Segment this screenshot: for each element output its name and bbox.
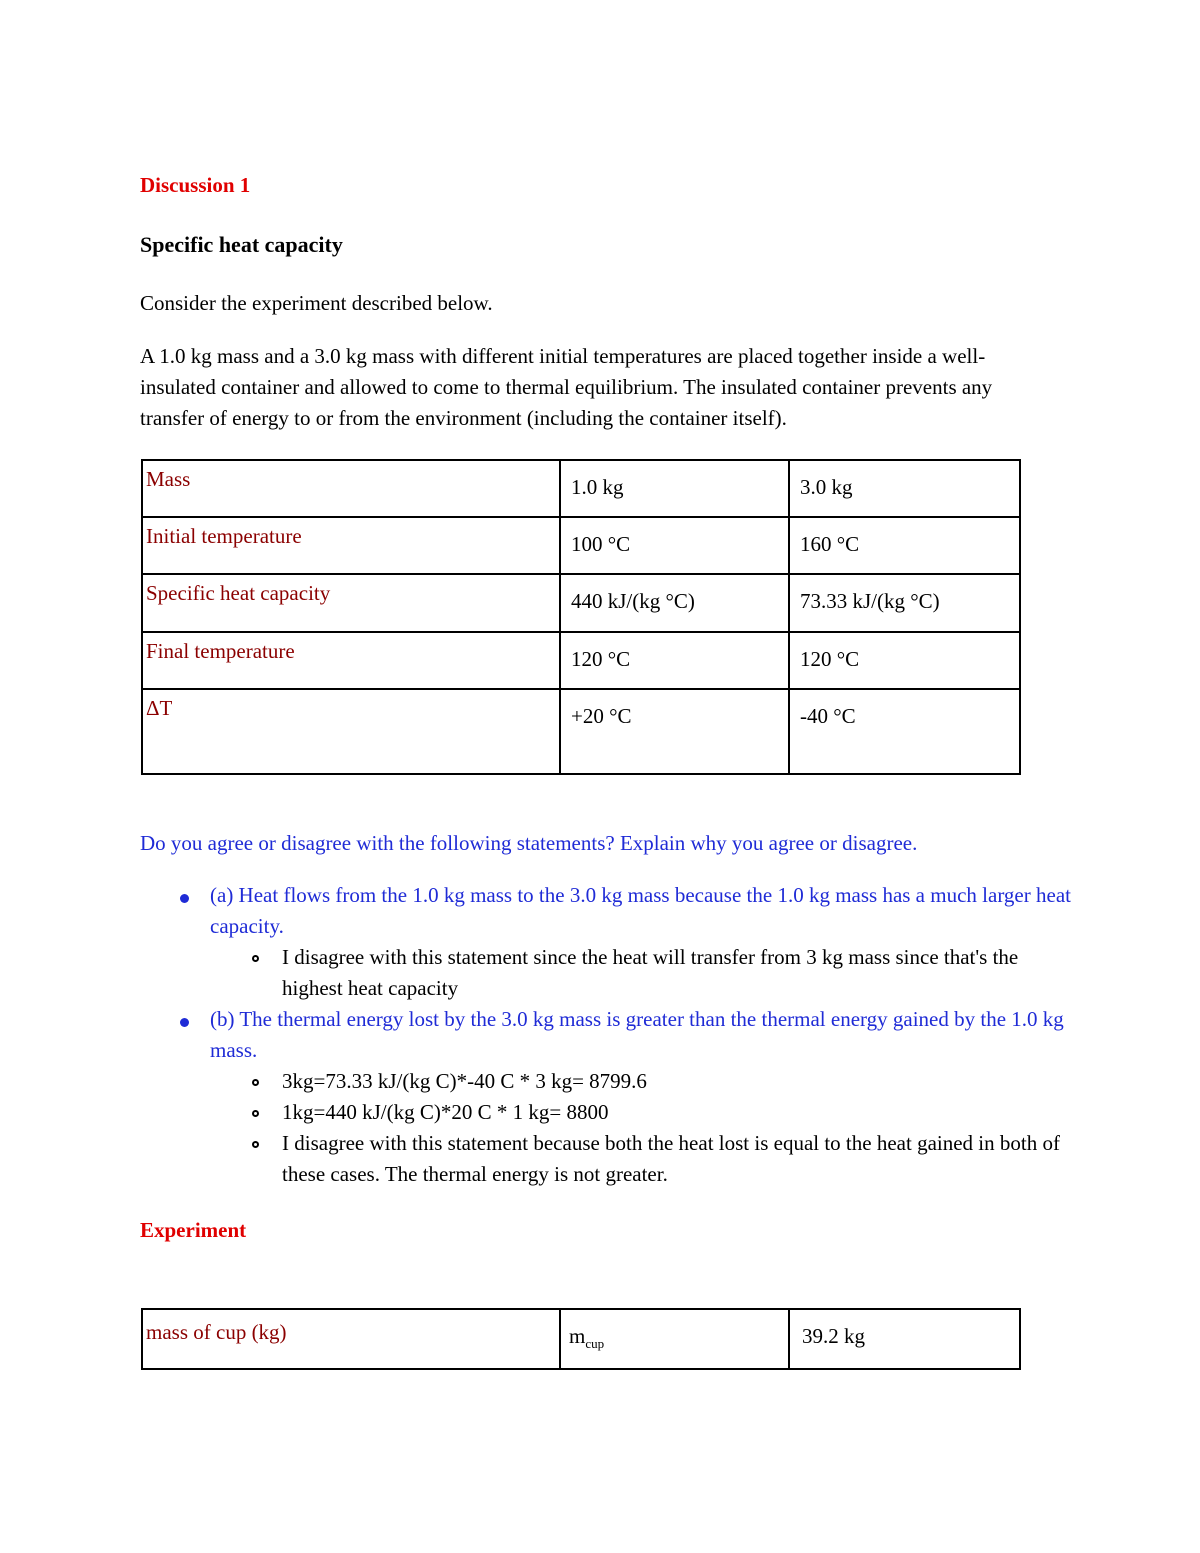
experiment-title: Experiment — [140, 1218, 247, 1242]
cell-value: 120 °C — [560, 632, 789, 689]
description-text: A 1.0 kg mass and a 3.0 kg mass with different initial temperatures are placed together inside a well-insulated container and allowed to come to thermal equilibrium. The insulated container prevents any transfer of energy to or from the environment (including the container itself). — [140, 344, 993, 430]
row-label: Final temperature — [142, 632, 560, 689]
list-item — [140, 1097, 1080, 1128]
table-row — [142, 1309, 1020, 1369]
row-label: Mass — [142, 460, 560, 517]
cell-value: 120 °C — [789, 632, 1020, 689]
experiment-data-table — [141, 459, 1021, 775]
cell-value: 440 kJ/(kg °C) — [560, 574, 789, 632]
circle-bullet-icon — [252, 1110, 259, 1117]
section-title: Specific heat capacity — [140, 232, 343, 257]
discussion-title: Discussion 1 — [140, 173, 251, 197]
answer-text: I disagree with this statement since the heat will transfer from 3 kg mass since that's the highest heat capacity — [282, 945, 1019, 1000]
cell-value: 160 °C — [789, 517, 1020, 574]
cup-mass-table — [141, 1308, 1021, 1370]
question-text: Do you agree or disagree with the following statements? Explain why you agree or disagree. — [140, 831, 918, 855]
row-label: Initial temperature — [142, 517, 560, 574]
list-item — [140, 1004, 1080, 1190]
table-row — [142, 689, 1020, 774]
answer-text: 3kg=73.33 kJ/(kg C)*-40 C * 3 kg= 8799.6 — [282, 1069, 647, 1093]
cell-value: 73.33 kJ/(kg °C) — [789, 574, 1020, 632]
list-item — [140, 1128, 1080, 1190]
circle-bullet-icon — [252, 955, 259, 962]
table-row — [142, 632, 1020, 689]
answer-list — [140, 1066, 1080, 1190]
answer-text: 1kg=440 kJ/(kg C)*20 C * 1 kg= 8800 — [282, 1100, 609, 1124]
list-item — [140, 1066, 1080, 1097]
row-label: ΔT — [142, 689, 560, 774]
symbol-subscript: cup — [585, 1336, 605, 1352]
list-item — [140, 942, 1080, 1004]
intro-text: Consider the experiment described below. — [140, 291, 493, 315]
statement-list — [140, 880, 1080, 1190]
cell-value: 1.0 kg — [560, 460, 789, 517]
list-item — [140, 880, 1080, 1004]
table-row — [142, 460, 1020, 517]
circle-bullet-icon — [252, 1079, 259, 1086]
bullet-icon — [180, 1018, 189, 1027]
row-label: mass of cup (kg) — [142, 1309, 560, 1369]
answer-list — [140, 942, 1080, 1004]
table-row — [142, 517, 1020, 574]
cell-value: 3.0 kg — [789, 460, 1020, 517]
bullet-icon — [180, 894, 189, 903]
symbol-text: m — [569, 1324, 586, 1348]
cell-value: 39.2 kg — [789, 1309, 1020, 1369]
cell-value: -40 °C — [789, 689, 1020, 774]
cell-symbol — [560, 1309, 789, 1369]
statement-b: (b) The thermal energy lost by the 3.0 kg mass is greater than the thermal energy gained by the 1.0 kg mass. — [210, 1007, 1064, 1062]
circle-bullet-icon — [252, 1141, 259, 1148]
table-row — [142, 574, 1020, 632]
row-label: Specific heat capacity — [142, 574, 560, 632]
statement-a: (a) Heat flows from the 1.0 kg mass to the 3.0 kg mass because the 1.0 kg mass has a much larger heat capacity. — [210, 883, 1071, 938]
answer-text: I disagree with this statement because both the heat lost is equal to the heat gained in both of these cases. The thermal energy is not greater. — [282, 1131, 1060, 1186]
cell-value: 100 °C — [560, 517, 789, 574]
cell-value: +20 °C — [560, 689, 789, 774]
